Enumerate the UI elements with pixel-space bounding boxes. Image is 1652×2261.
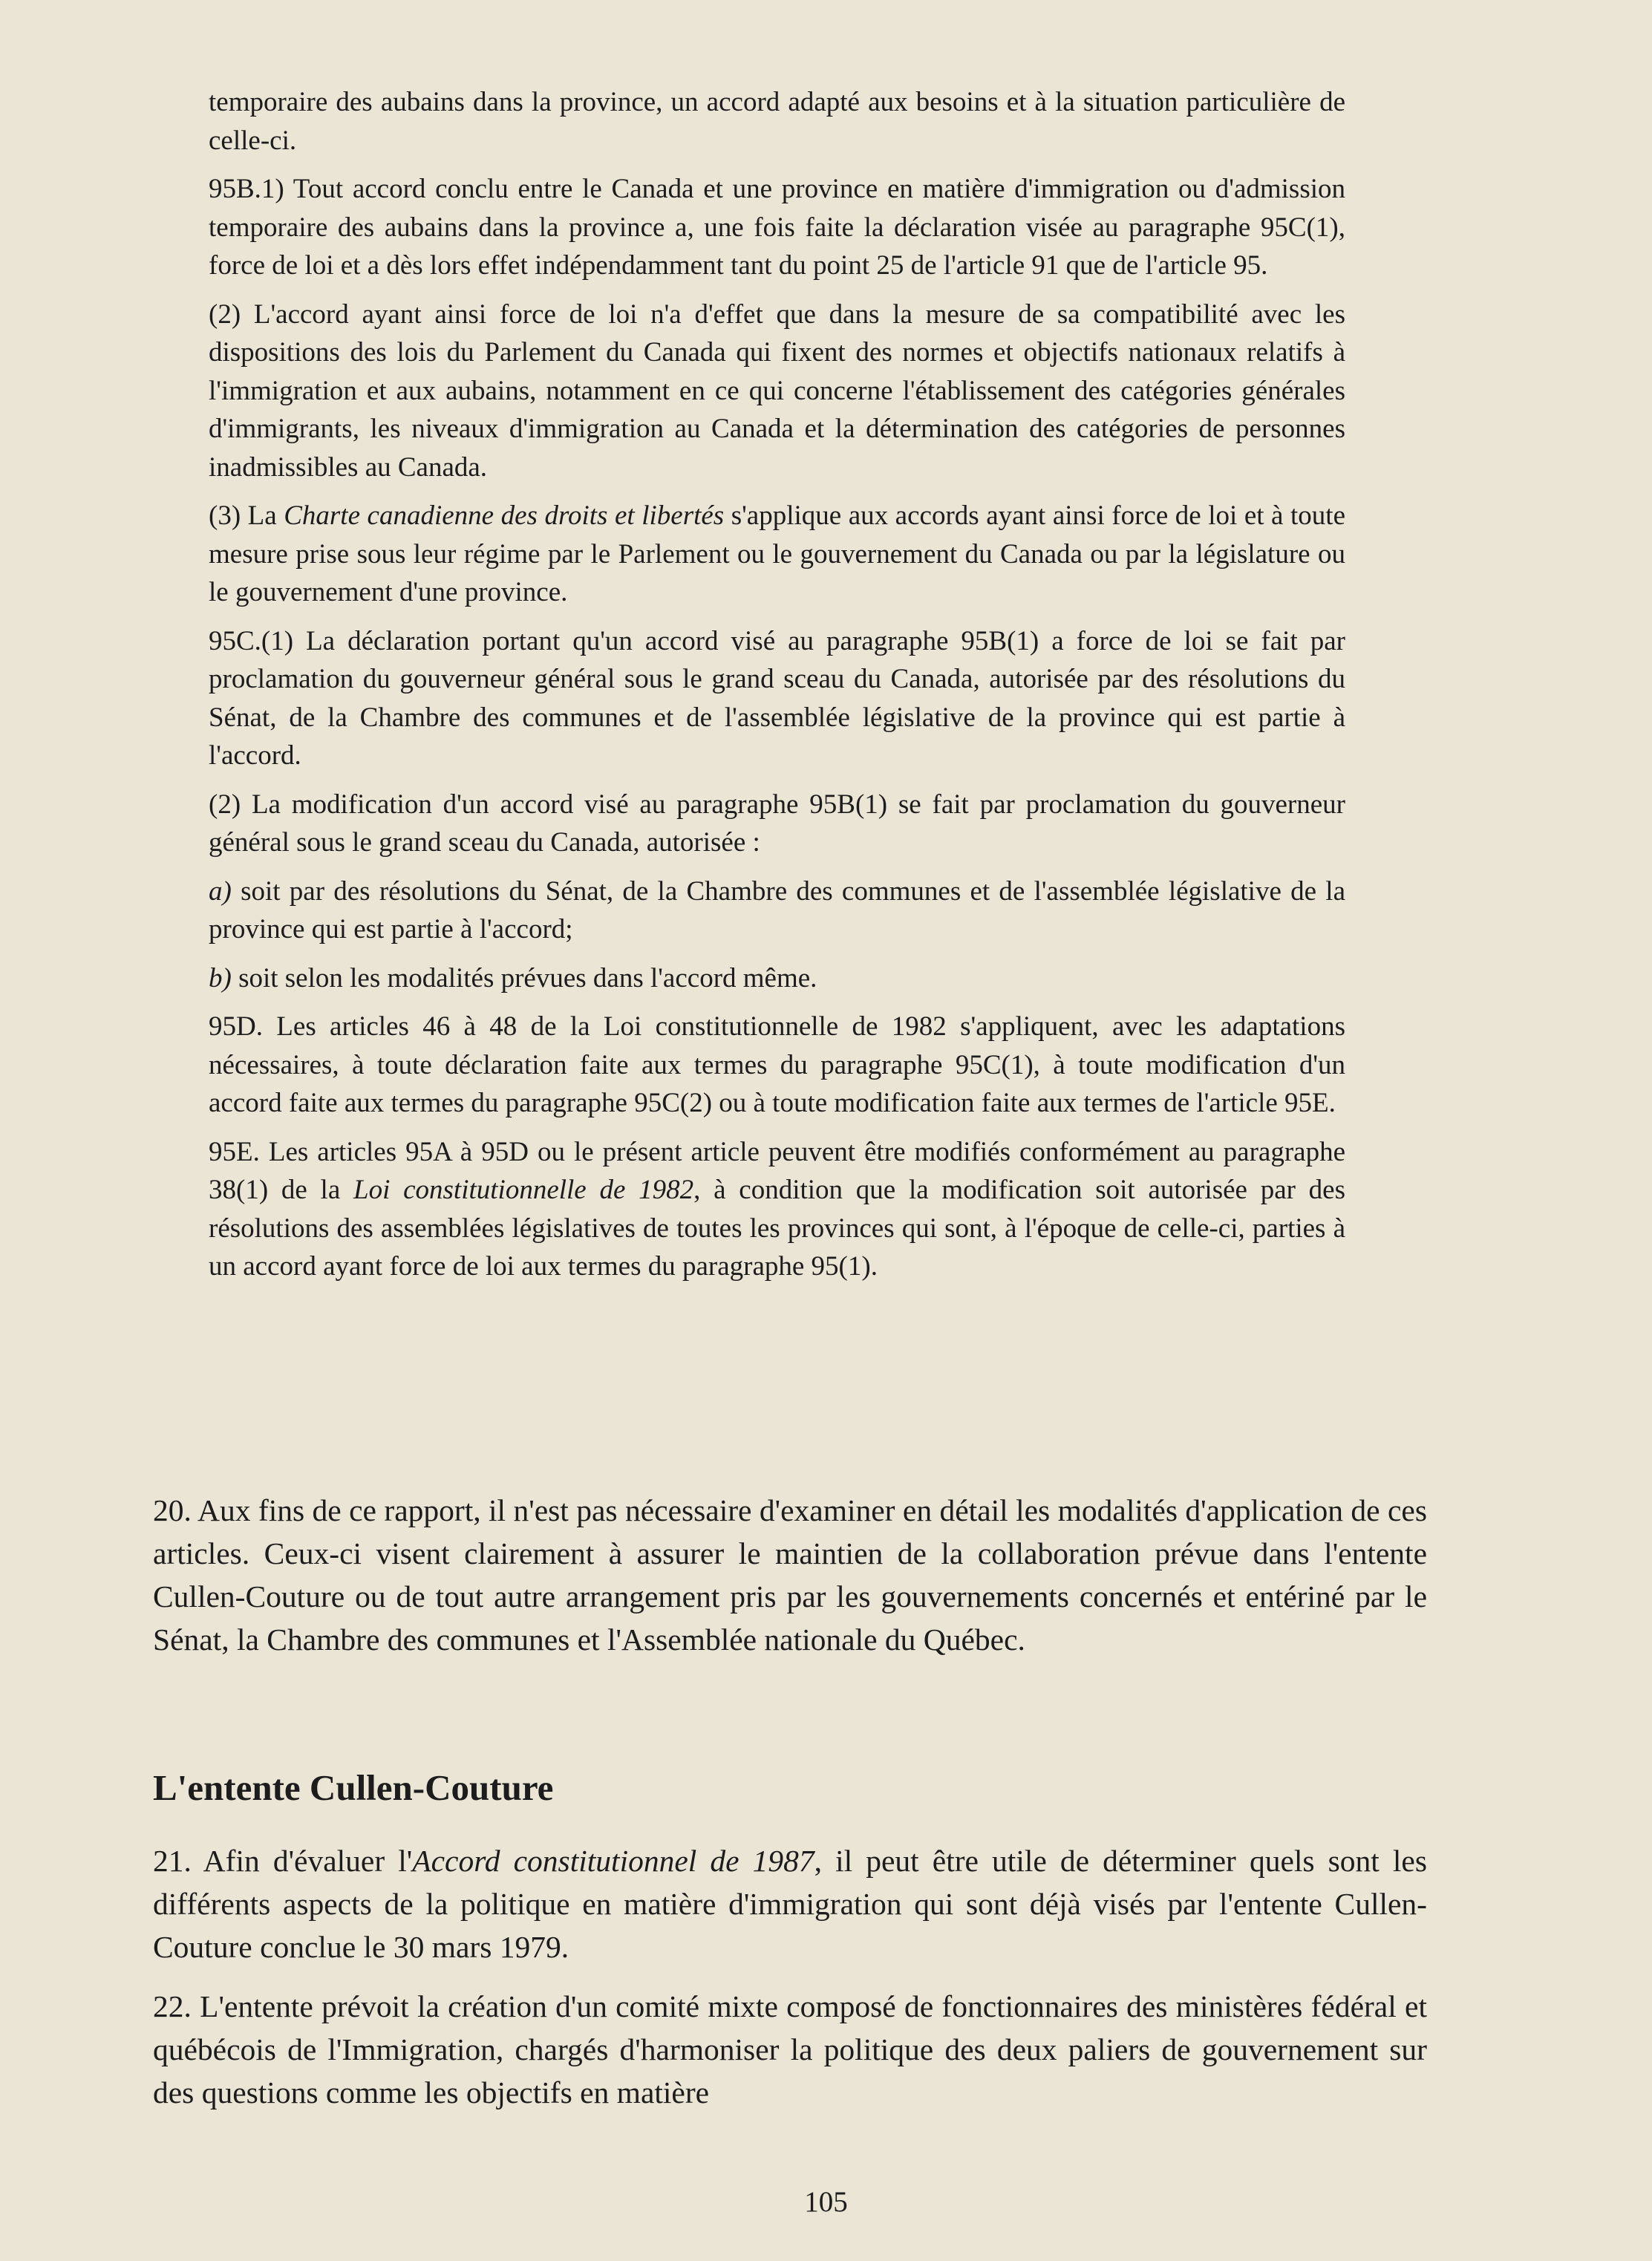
page-number: 105 xyxy=(804,2186,848,2218)
quoted-constitutional-text xyxy=(209,83,1345,1296)
quote-paragraph-95c1: 95C.(1) La déclaration portant qu'un accord visé au paragraphe 95B(1) a force de loi se fait par proclamation du gouverneur général sous le grand sceau du Canada, autorisée par des résolutions du Sénat, de la Chambre des communes et de l'assemblée législative de la province qui est partie à l'accord. xyxy=(209,625,1345,771)
quote-paragraph-95e: 95E. Les articles 95A à 95D ou le présent article peuvent être modifiés conformément au paragraphe 38(1) de la Loi constitutionnelle de 1982, à condition que la modification soit autorisée par des résolutions des assemblées législatives de toutes les provinces qui sont, à l'époque de celle-ci, parties à un accord ayant force de loi aux termes du paragraphe 95(1). xyxy=(209,1136,1346,1282)
quote-paragraph-95b2: (2) L'accord ayant ainsi force de loi n'a d'effet que dans la mesure de sa compatibilité avec les dispositions des lois du Parlement du Canada qui fixent des normes et objectifs nationaux relatifs à l'immigration et aux aubains, notamment en ce qui concerne l'établissement des catégories générales d'immigrants, les niveaux d'immigration au Canada et la détermination des catégories de personnes inadmissibles au Canada. xyxy=(209,298,1345,483)
quote-paragraph-95b3: (3) La Charte canadienne des droits et libertés s'applique aux accords ayant ainsi force de loi et à toute mesure prise sous leur régime par le Parlement ou le gouvernement du Canada ou par la législature ou le gouvernement d'une province. xyxy=(209,500,1345,607)
paragraph-22: 22. L'entente prévoit la création d'un comité mixte composé de fonctionnaires des ministères fédéral et québécois de l'Immigration, chargés d'harmoniser la politique des deux paliers de gouvernement sur des questions comme les objectifs en matière xyxy=(153,1989,1427,2110)
loi-constitutionnelle-title: Loi constitutionnelle de 1982 xyxy=(353,1175,694,1205)
body-section-2 xyxy=(153,1839,1427,2130)
paragraph-21: 21. Afin d'évaluer l'Accord constitutionnel de 1987, il peut être utile de déterminer quels sont les différents aspects de la politique en matière d'immigration qui sont déjà visés par l'entente Cullen-Couture conclue le 30 mars 1979. xyxy=(153,1844,1428,1964)
body-section-1 xyxy=(153,1489,1427,1677)
quote-paragraph-95c2: (2) La modification d'un accord visé au paragraphe 95B(1) se fait par proclamation du gouverneur général sous le grand sceau du Canada, autorisée : xyxy=(209,789,1345,858)
quote-paragraph-95b1: 95B.1) Tout accord conclu entre le Canada et une province en matière d'immigration ou d'admission temporaire des aubains dans la province a, une fois faite la déclaration visée au paragraphe 95C(1), force de loi et a dès lors effet indépendamment tant du point 25 de l'article 91 que de l'article 95. xyxy=(209,174,1345,281)
section-heading: L'entente Cullen-Couture xyxy=(153,1767,554,1808)
quote-paragraph-95d: 95D. Les articles 46 à 48 de la Loi constitutionnelle de 1982 s'appliquent, avec les adaptations nécessaires, à toute déclaration faite aux termes du paragraphe 95C(1), à toute modification d'un accord faite aux termes du paragraphe 95C(2) ou à toute modification faite aux termes de l'article 95E. xyxy=(209,1011,1345,1118)
quote-paragraph-continuation: temporaire des aubains dans la province, un accord adapté aux besoins et à la situation particulière de celle-ci. xyxy=(209,87,1345,156)
quote-paragraph-95c2-b: b) soit selon les modalités prévues dans l'accord même. xyxy=(209,962,817,994)
quote-paragraph-95c2-a: a) soit par des résolutions du Sénat, de la Chambre des communes et de l'assemblée législative de la province qui est partie à l'accord; xyxy=(209,875,1345,944)
accord-title: Accord constitutionnel de 1987 xyxy=(412,1844,814,1878)
charter-title: Charte canadienne des droits et libertés xyxy=(284,500,725,531)
paragraph-20: 20. Aux fins de ce rapport, il n'est pas nécessaire d'examiner en détail les modalités d'application de ces articles. Ceux-ci visent clairement à assurer le maintien de la collaboration prévue dans l'entente Cullen-Couture ou de tout autre arrangement pris par les gouvernements concernés et entériné par le Sénat, la Chambre des communes et l'Assemblée nationale du Québec. xyxy=(153,1493,1427,1657)
